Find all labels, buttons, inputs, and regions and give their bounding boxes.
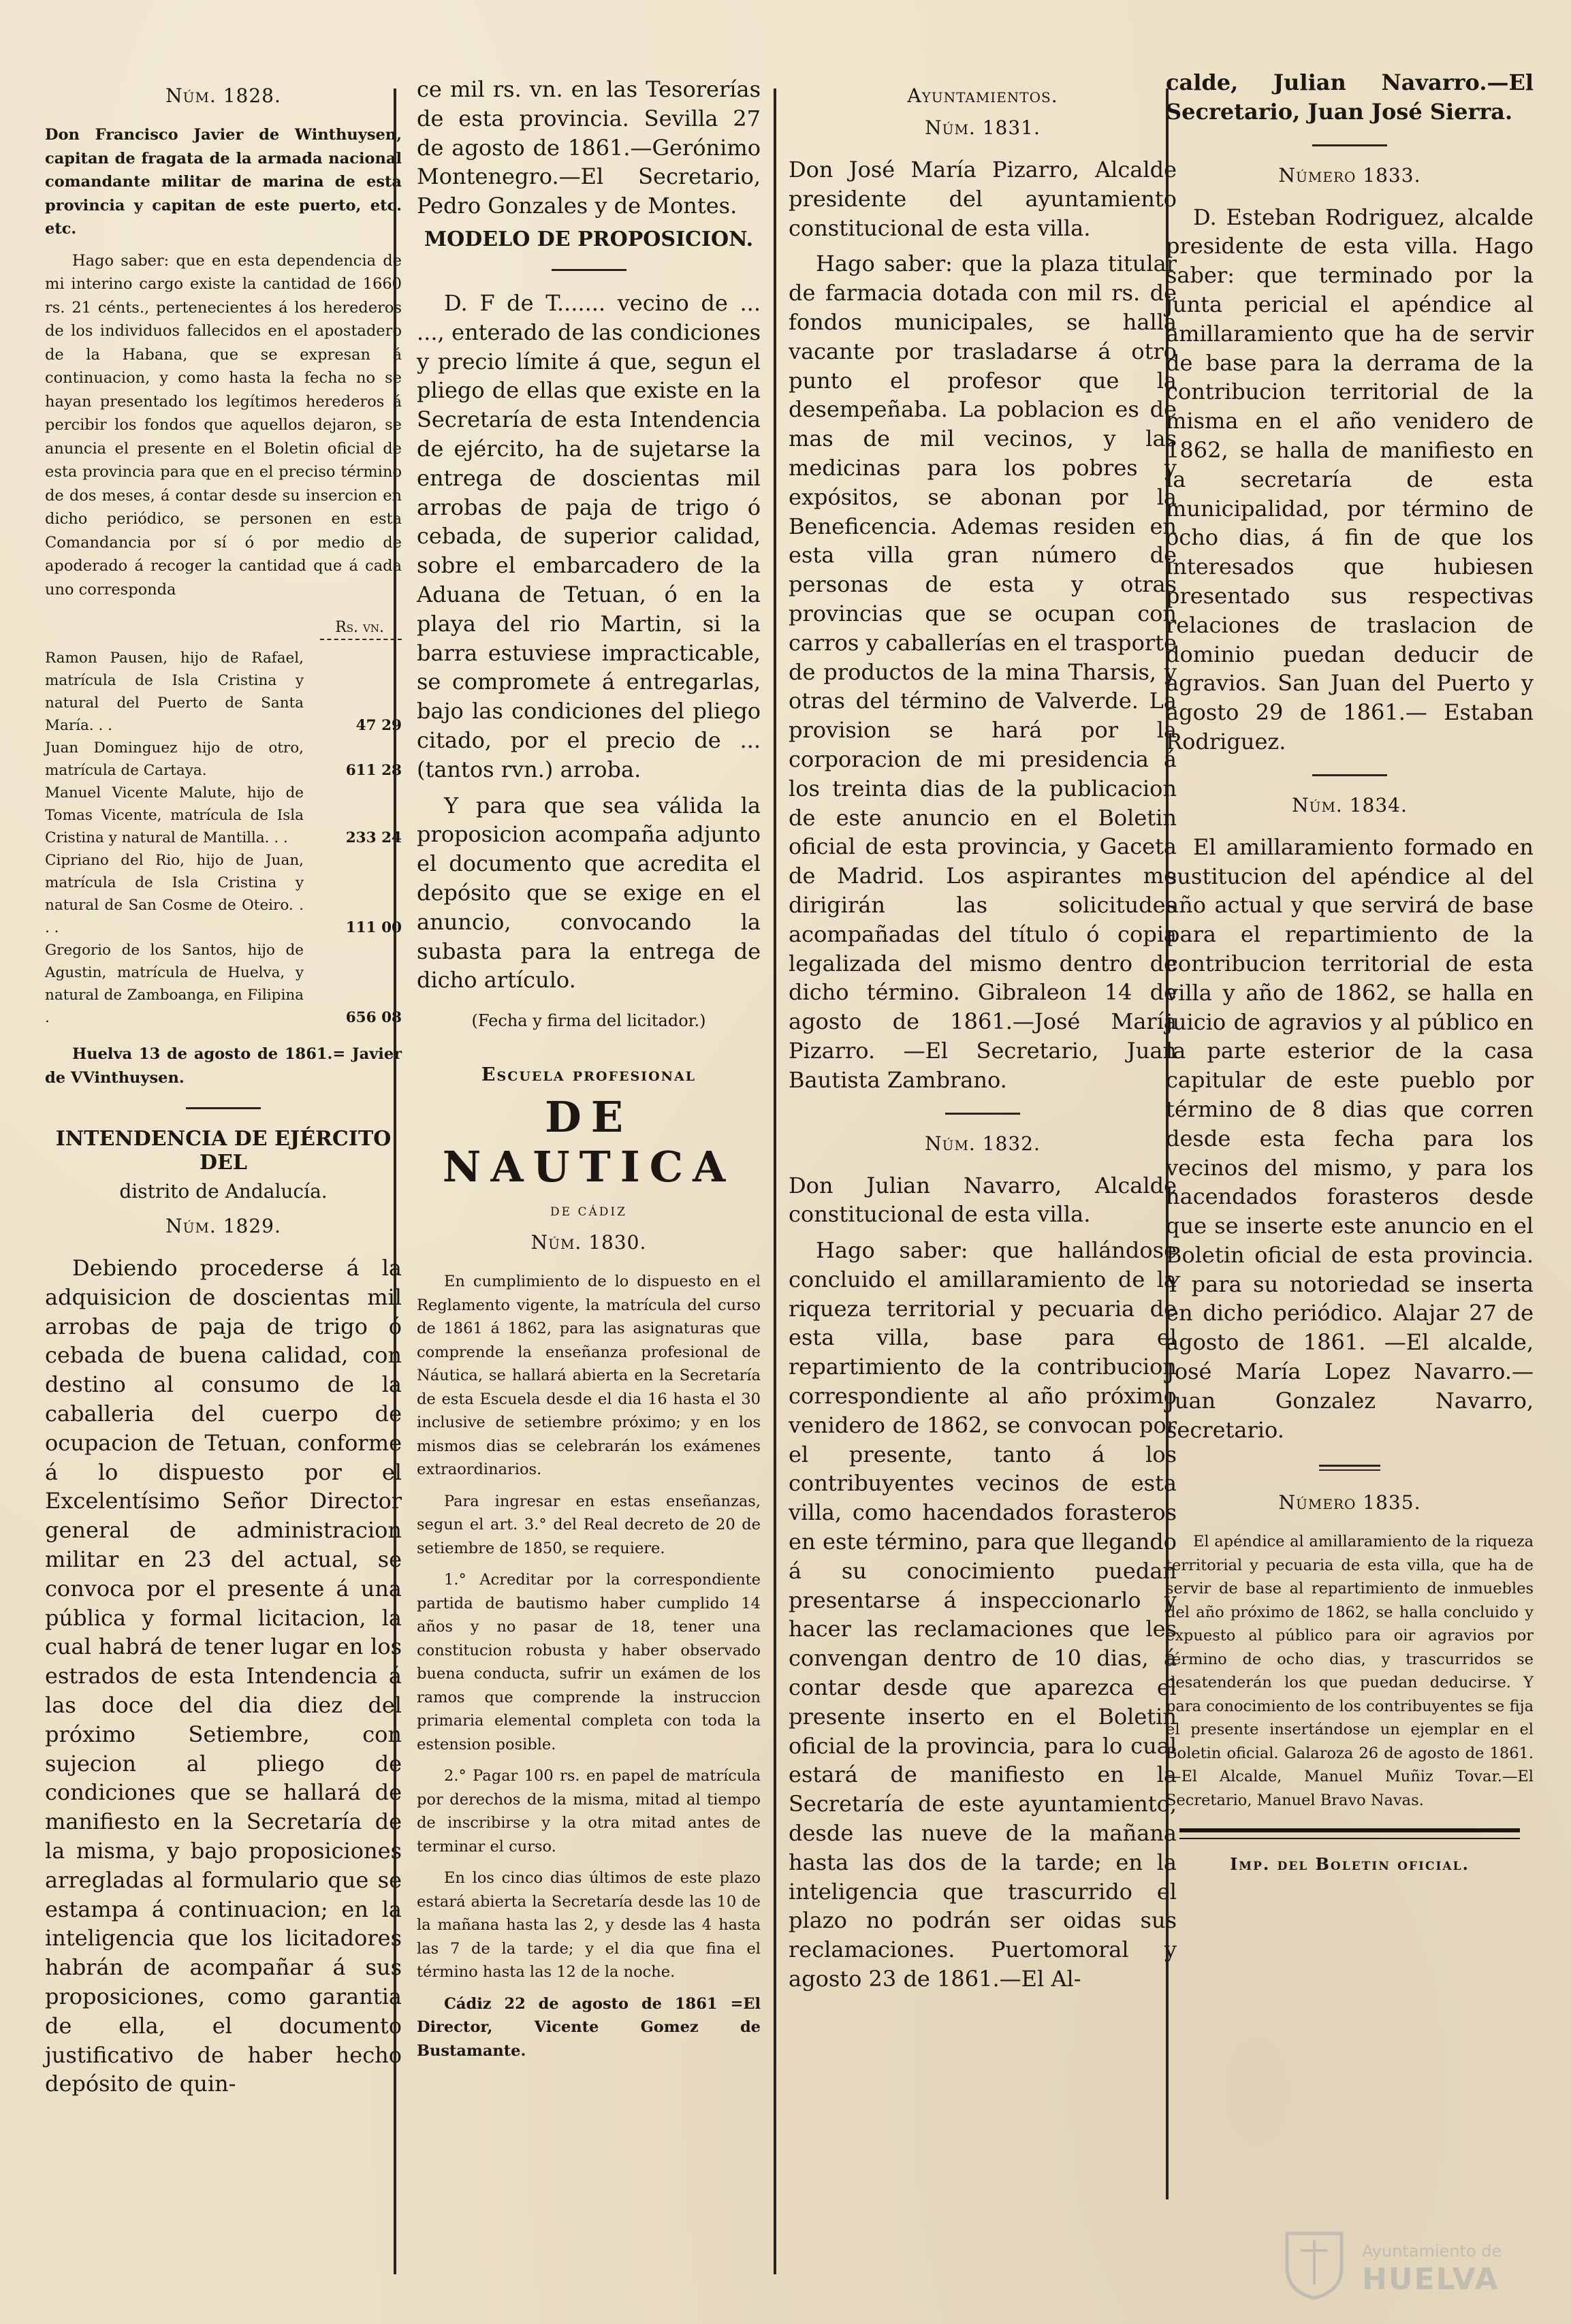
archive-watermark: Ayuntamiento de HUELVA [1280,2227,1505,2308]
dashed-rule [320,639,402,640]
section-title: Ayuntamientos. [907,84,1058,107]
notice-number: Número 1835. [1278,1491,1421,1514]
section-title: Escuela profesional [481,1064,697,1086]
separator [186,1107,261,1109]
notice-number: Núm. 1834. [1292,793,1408,816]
notice-continuation: calde, Julian Navarro.—El Secretario, Juan José Sierra. [1166,69,1534,125]
section-title: MODELO DE PROPOSICION. [424,227,754,251]
column-4 [1166,69,1534,1889]
notice-body: En los cinco dias últimos de este plazo estará abierta la Secretaría desde las 10 de la mañana hasta las 2, y desde las 4 hasta las 7 de la tarde; y el dia que fina el término hasta las 12 de la noche. [417,1869,761,1981]
model-body: Y para que sea válida la proposicion acompaña adjunto el documento que acredita el depósito que se exige en el anuncio, convocando la subasta para la entrega de dicho artículo. [417,792,761,993]
column-rule [774,89,776,2274]
notice-body: El amillaramiento formado en sustitucion del apéndice al del año actual y que servirá de base para el repartimiento de la contribucion territorial de esta villa y año de 1862, se halla en juicio de agravios y al público en la parte esterior de la casa capitular de este pueblo por término de 8 dias que corren desde esta fecha para los vecinos del mismo, y para los hacendados forasteros desde que se inserte este anuncio en el Boletin oficial de esta provincia. Y para su notoriedad se inserta en dicho periódico. Alajar 27 de agosto de 1861. —El alcalde, José María Lopez Navarro.—Juan Gonzalez Navarro, secretario. [1166,833,1534,1443]
currency-header: Rs. vn. [335,619,384,636]
separator [552,269,626,271]
notice-number: Núm. 1828. [165,84,281,107]
notice-body: Para ingresar en estas enseñanzas, segun el art. 3.° del Real decreto de 20 de setiembre de 1850, se requiere. [417,1492,761,1557]
notice-number: Núm. 1829. [165,1215,281,1237]
section-title: INTENDENCIA DE EJÉRCITO DEL [55,1127,392,1175]
heirs-table [45,647,402,1029]
notice-body: El apéndice al amillaramiento de la riqueza territorial y pecuaria de esta villa, que ha de servir de base al repartimiento de inmuebles del año próximo de 1862, se halla concluido y expuesto al público para oir agravios por término de ocho dias, y trascurridos se desatenderán los que puedan deducirse. Y para conocimiento de los contribuyentes se fija el presente insertándose un ejemplar en el Boletin oficial. Galaroza 26 de agosto de 1861.—El Alcalde, Manuel Muñiz Tovar.—El Secretario, Manuel Bravo Navas. [1166,1533,1534,1809]
printer-imprint: Imp. del Boletin oficial. [1230,1854,1470,1875]
closing-rule [1179,1828,1520,1832]
notice-number: Núm. 1831. [925,116,1041,139]
table-row: Cipriano del Rio, hijo de Juan, matrícula de Isla Cristina y natural de San Cosme de Oteiro. . . . 111 00 [45,852,402,936]
table-row: Juan Dominguez hijo de otro, matrícula de Cartaya. 611 28 [45,739,402,779]
notice-signature: Huelva 13 de agosto de 1861.= Javier de VVinthuysen. [45,1045,402,1087]
separator [1312,144,1387,146]
column-2 [417,75,761,2071]
notice-body: Hago saber: que la plaza titular de farmacia dotada con mil rs. de fondos municipales, se halla vacante por trasladarse á otro punto el profesor que la desempeñaba. La poblacion es de mas de mil vecinos, y las medicinas para los pobres y expósitos, se abonan por la Beneficencia. Ademas residen en esta villa gran número de personas de esta y otras provincias que se ocupan con carros y caballerías en el trasporte de productos de la mina Tharsis, y otras del término de Valverde. La provision se hará por la corporacion de mi presidencia á los treinta dias de la publicacion de este anuncio en el Boletin oficial de esta provincia, y Gaceta de Madrid. Los aspirantes me dirigirán las solicitudes acompañadas del título ó copia legalizada del mismo dentro de dicho término. Gibraleon 14 de agosto de 1861.—José María Pizarro. —El Secretario, Juan Bautista Zambrano. [789,251,1177,1093]
column-1 [45,75,402,2105]
notice-body: 1.° Acreditar por la correspondiente partida de bautismo haber cumplido 14 años y no pasar de 18, tener una constitucion robusta y haber observado buena conducta, sufrir un exámen de los ramos que comprende la instruccion primaria elemental completa con toda la estension posible. [417,1571,761,1753]
coat-of-arms-icon [1280,2227,1348,2302]
closing-rule [1179,1838,1520,1839]
table-row: Ramon Pausen, hijo de Rafael, matrícula de Isla Cristina y natural del Puerto de Santa María. . . 47 29 [45,650,402,734]
notice-signature: Cádiz 22 de agosto de 1861 =El Director, Vicente Gomez de Bustamante. [417,1994,761,2060]
signature-note: (Fecha y firma del licitador.) [471,1011,706,1031]
notice-number: Núm. 1830. [530,1231,647,1254]
notice-body: 2.° Pagar 100 rs. en papel de matrícula por derechos de la misma, mitad al tiempo de inscribirse y la otra mitad antes de terminar el curso. [417,1767,761,1856]
notice-heading: Don Julian Navarro, Alcalde constitucional de esta villa. [789,1172,1177,1228]
notice-body: D. Esteban Rodriguez, alcalde presidente de esta villa. Hago saber: que terminado por la junta pericial el apéndice al amillaramiento que ha de servir de base para la derrama de la contribucion territorial de la misma en el año venidero de 1862, se halla de manifiesto en la secretaría de esta municipalidad, por término de ocho dias, á fin de que los interesados que hubiesen presentado sus respectivas relaciones de traslacion de dominio puedan deducir de agravios. San Juan del Puerto y agosto 29 de 1861.— Estaban Rodriguez. [1166,204,1534,754]
notice-body: Hago saber: que en esta dependencia de mi interino cargo existe la cantidad de 1660 rs. 21 cénts., pertenecientes á los herederos de los individuos fallecidos en el apostadero de la Habana, que se expresan á continuacion, y como hasta la fecha no se hayan presentado los legítimos herederos á percibir los fondos que aquellos dejaron, se anuncia el presente en el Boletin oficial de esta provincia para que en el preciso término de dos meses, á contar desde su insercion en dicho periódico, se personen en esta Comandancia por sí ó por medio de apoderado á recoger la cantidad que á cada uno corresponda [45,251,402,599]
separator [1312,774,1387,776]
separator [1319,1465,1380,1471]
section-subtitle: DE CÁDIZ [550,1205,627,1220]
notice-body: Debiendo procederse á la adquisicion de doscientas mil arrobas de paja de trigo ó cebada de buena calidad, con destino al consumo de la caballeria del cuerpo de ocupacion de Tetuan, conforme á lo dispuesto por el Excelentísimo Señor Director general de administracion militar en 23 del actual, se convoca por el presente á una pública y formal licitacion, la cual habrá de tener lugar en los estrados de esta Intendencia á las doce del dia diez del próximo Setiembre, con sujecion al pliego de condiciones que se hallará de manifiesto en la Secretaría de la misma, y bajo proposiciones arregladas al formulario que se estampa á continuacion; en la inteligencia que los licitadores habrán de acompañar á sus proposiciones, como garantia de ella, el documento justificativo de haber hecho depósito de quin- [45,1255,402,2097]
notice-heading: Don José María Pizarro, Alcalde presidente del ayuntamiento constitucional de esta villa. [789,157,1177,241]
notice-number: Número 1833. [1278,163,1421,187]
section-banner: DE NAUTICA [442,1092,735,1192]
notice-body: Hago saber: que hallándose concluido el amillaramiento de la riqueza territorial y pecuaria de esta villa, base para el repartimiento de la contribucion correspondiente al año próximo venidero de 1862, se convocan por el presente, tanto á los contribuyentes vecinos de esta villa, como hacendados forasteros en este término, para que llegando á su conocimiento puedan presentarse á inspeccionarlo y hacer las reclamaciones que les convengan dentro de 10 dias, á contar desde que aparezca el presente inserto en el Boletin oficial de la provincia, para lo cual estará de manifiesto en la Secretaría de este ayuntamiento, desde las nueve de la mañana hasta las dos de la tarde; en la inteligencia que trascurrido el plazo no podrán ser oidas sus reclamaciones. Puertomoral y agosto 23 de 1861.—El Al- [789,1237,1177,1992]
table-row: Manuel Vicente Malute, hijo de Tomas Vicente, matrícula de Isla Cristina y natural de Mantilla. . . 233 24 [45,784,402,846]
separator [945,1113,1020,1115]
notice-continuation: ce mil rs. vn. en las Tesorerías de esta provincia. Sevilla 27 de agosto de 1861.—Gerónimo Montenegro.—El Secretario, Pedro Gonzales y de Montes. [417,76,761,219]
model-body: D. F de T....... vecino de ... ..., enterado de las condiciones y precio límite á que, segun el pliego de ellas que existe en la Secretaría de esta Intendencia de ejército, ha de sujetarse la entrega de doscientas mil arrobas de paja de trigo ó cebada, de superior calidad, sobre el embarcadero de la Aduana de Tetuan, ó en la playa del rio Martin, si la barra estuviese impracticable, se compromete á entregarlas, bajo las condiciones del pliego citado, por el precio de ... (tantos rvn.) arroba. [417,289,761,782]
table-row: Gregorio de los Santos, hijo de Agustin, matrícula de Huelva, y natural de Zamboanga, en Filipina . 656 08 [45,942,402,1026]
notice-heading: Don Francisco Javier de Winthuysen, capitan de fragata de la armada nacional comandante militar de marina de esta provincia y capitan de este puerto, etc. etc. [45,126,402,238]
section-subtitle: distrito de Andalucía. [119,1180,328,1203]
notice-body: En cumplimiento de lo dispuesto en el Reglamento vigente, la matrícula del curso de 1861 á 1862, para las asignaturas que comprende la enseñanza profesional de Náutica, se hallará abierta en la Secretaría de esta Escuela desde el dia 16 hasta el 30 inclusive de setiembre próximo; y en los mismos dias se celebrarán los exámenes extraordinarios. [417,1273,761,1479]
column-3 [789,75,1177,2001]
notice-number: Núm. 1832. [925,1132,1041,1155]
